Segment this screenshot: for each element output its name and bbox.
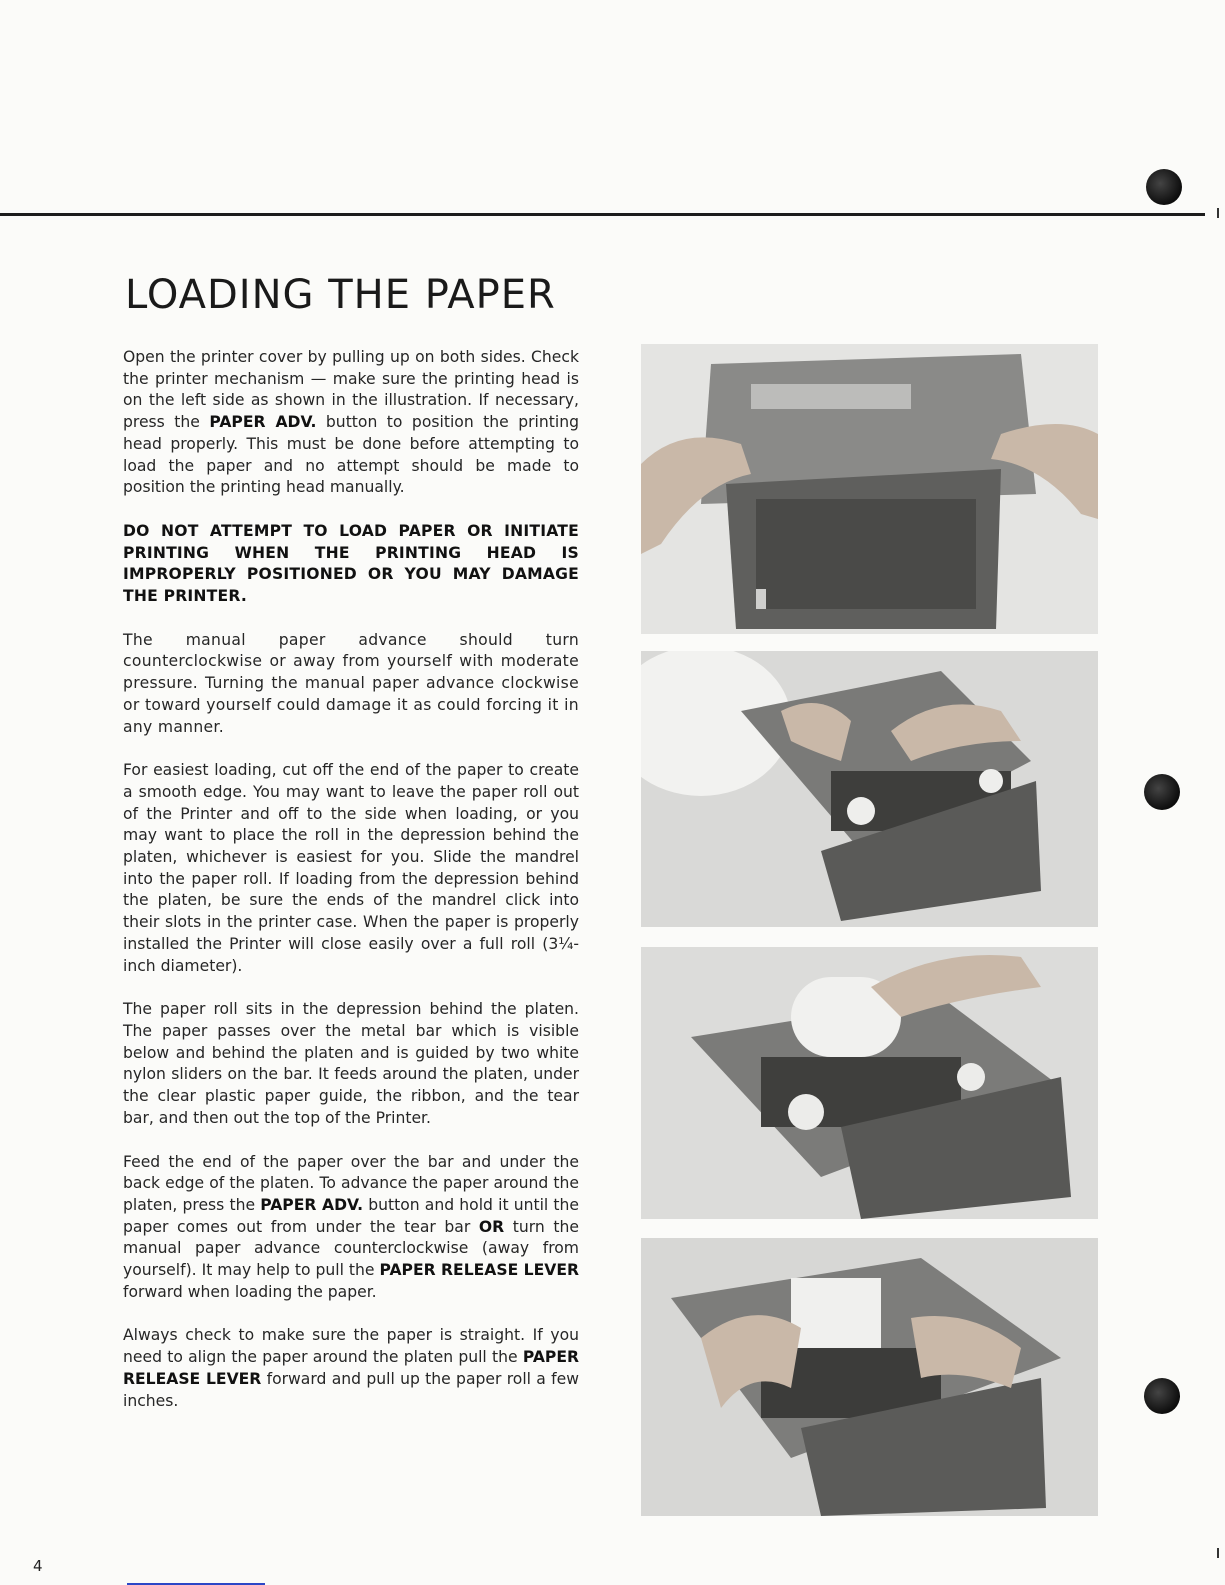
photo-open-cover: [641, 344, 1098, 634]
binder-hole-top: [1146, 169, 1182, 205]
photo-feed-platen: [641, 1238, 1098, 1516]
paragraph-manual-advance: The manual paper advance should turn counterclockwise or away from yourself with moderate pressure. Turning the manual paper advance clockwise or toward yourself could damage it as could forcing it in any manner.: [123, 630, 579, 736]
paragraph-check-straight: Always check to make sure the paper is straight. If you need to align the paper around the platen pull the PAPER RELEASE LEVER forward and pull up the paper roll a few inches.: [123, 1326, 579, 1410]
paper-adv-label: PAPER ADV.: [260, 1195, 364, 1214]
page-number: 4: [33, 1557, 43, 1575]
body-text: [123, 347, 579, 1434]
edge-mark: [1217, 1548, 1219, 1558]
page-title: LOADING THE PAPER: [125, 272, 556, 318]
or-emphasis: OR: [478, 1217, 505, 1236]
paper-adv-label: PAPER ADV.: [209, 413, 317, 432]
edge-mark: [1217, 208, 1219, 218]
paragraph-paper-roll: The paper roll sits in the depression behind the platen. The paper passes over the metal bar which is visible below and behind the platen and is guided by two white nylon sliders on the bar. It feeds around the platen, under the clear plastic paper guide, the ribbon, and the tear bar, and then out the top of the Printer.: [123, 1000, 579, 1127]
warning-paragraph: DO NOT ATTEMPT TO LOAD PAPER OR INITIATE PRINTING WHEN THE PRINTING HEAD IS IMPROPERLY POSITIONED OR YOU MAY DAMAGE THE PRINTER.: [123, 521, 579, 606]
paragraph-feed-paper: Feed the end of the paper over the bar and under the back edge of the platen. To advance the paper around the platen, press the PAPER ADV. button and hold it until the paper comes out from under the tear bar OR turn the manual paper advance counterclockwise (away from yourself). It may help to pull the PAPER RELEASE LEVER forward when loading the paper.: [123, 1152, 580, 1301]
photo-paper-roll-side: [641, 651, 1098, 927]
photo-roll-in-depression: [641, 947, 1098, 1219]
binder-hole-bottom: [1144, 1378, 1180, 1414]
paper-release-lever-label: PAPER RELEASE LEVER: [123, 1348, 579, 1388]
paper-release-lever-label: PAPER RELEASE LEVER: [379, 1261, 579, 1280]
header-rule: [0, 213, 1205, 216]
paragraph-easiest-loading: For easiest loading, cut off the end of the paper to create a smooth edge. You may want to leave the paper roll out of the Printer and off to the side when loading, or you may want to place the roll in the depression behind the platen, whichever is easiest for you. Slide the mandrel into the paper roll. If loading from the depression behind the platen, be sure the ends of the mandrel click into their slots in the printer case. When the paper is properly installed the Printer will close easily over a full roll (3¼-inch diameter).: [123, 761, 579, 975]
paragraph-open-cover: Open the printer cover by pulling up on both sides. Check the printer mechanism — make sure the printing head is on the left side as shown in the illustration. If necessary, press the PAPER ADV. button to position the printing head properly. This must be done before attempting to load the paper and no attempt should be made to position the printing head manually.: [123, 348, 579, 497]
binder-hole-middle: [1144, 774, 1180, 810]
